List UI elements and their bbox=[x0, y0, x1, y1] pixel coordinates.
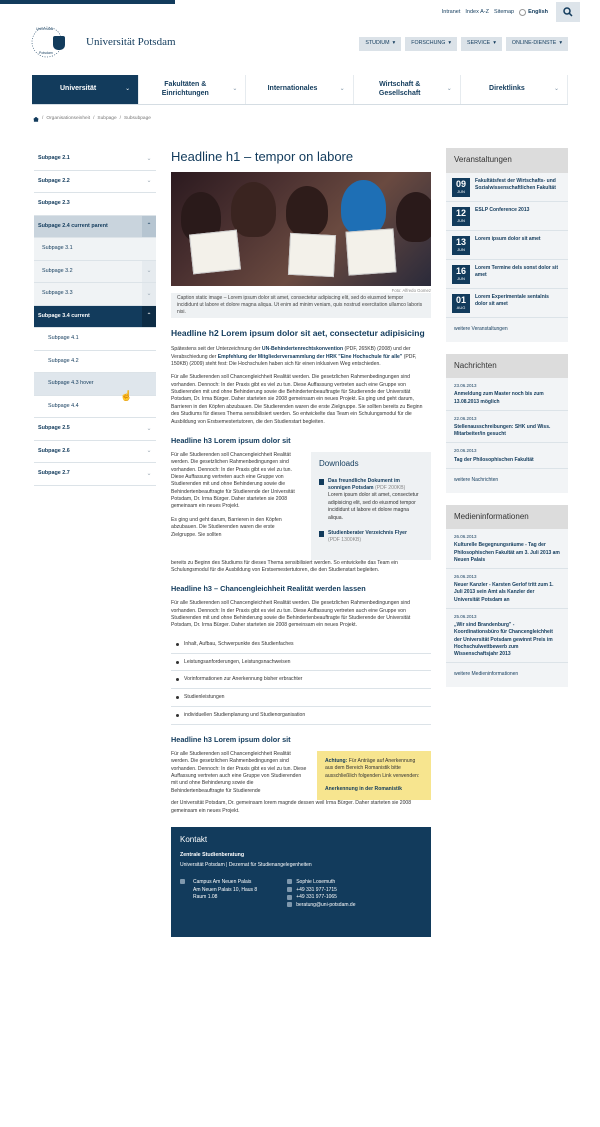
secnav-label: FORSCHUNG bbox=[411, 40, 446, 47]
secnav-label: SERVICE bbox=[467, 40, 491, 47]
contact-dept: Universität Potsdam | Dezernat für Studienangelegenheiten bbox=[180, 862, 312, 869]
news-item[interactable] bbox=[446, 411, 568, 444]
secnav-studium[interactable] bbox=[359, 37, 401, 51]
event-day: 13 bbox=[455, 236, 466, 247]
media-date: 25.06.2013 bbox=[454, 613, 477, 619]
event-date bbox=[452, 178, 470, 197]
university-logo[interactable] bbox=[30, 20, 210, 64]
more-events-link[interactable]: weitere Veranstaltungen bbox=[454, 325, 508, 332]
sidebar-item-label: Subpage 2.5 bbox=[38, 425, 70, 432]
mainnav-internationales[interactable] bbox=[246, 75, 353, 104]
media-item[interactable] bbox=[446, 529, 568, 569]
download-link[interactable]: Das freundliche Dokument im sonnigen Potsdam bbox=[328, 477, 400, 491]
secnav-forschung[interactable] bbox=[405, 37, 457, 51]
media-item[interactable] bbox=[446, 569, 568, 609]
chevron-down-icon[interactable]: ⌄ bbox=[146, 178, 152, 185]
mainnav-fakultaeten[interactable] bbox=[139, 75, 246, 104]
event-item[interactable] bbox=[446, 202, 568, 231]
mainnav-universitaet[interactable] bbox=[32, 75, 139, 104]
sidebar-item-label: Subpage 3.1 bbox=[42, 245, 73, 252]
chevron-down-icon[interactable]: ⌄ bbox=[146, 425, 152, 432]
chevron-up-icon[interactable]: ⌃ bbox=[142, 306, 156, 328]
chevron-down-icon: ⌄ bbox=[232, 86, 238, 93]
top-accent-bar bbox=[0, 0, 175, 4]
media-box bbox=[446, 505, 568, 687]
chevron-placeholder bbox=[142, 328, 156, 350]
phone-icon bbox=[287, 887, 292, 892]
main-nav bbox=[32, 75, 568, 105]
chevron-up-icon[interactable]: ⌃ bbox=[142, 216, 156, 238]
download-item[interactable] bbox=[319, 530, 423, 545]
chevron-down-icon: ▾ bbox=[392, 40, 396, 47]
mainnav-label: Internationales bbox=[267, 85, 318, 93]
university-seal bbox=[30, 25, 64, 59]
text: Spätestens seit der Unterzeichnung der bbox=[171, 346, 262, 353]
sidebar-item-label: Subpage 2.1 bbox=[38, 155, 70, 162]
news-date: 22.06.2013 bbox=[454, 415, 477, 421]
util-link-sitemap[interactable]: Sitemap bbox=[493, 9, 515, 15]
event-title: Lorem ipsum dolor sit amet bbox=[475, 235, 541, 242]
util-link-index[interactable]: Index A-Z bbox=[465, 9, 489, 15]
util-link-intranet[interactable]: Intranet bbox=[441, 9, 461, 15]
paragraph: Es ging und geht darum, Barrieren in den Köpfen abzubauen. Die Studierenden waren die erste Zielgruppe. Sie sollten bbox=[171, 516, 282, 538]
event-item[interactable] bbox=[446, 231, 568, 260]
file-meta: (PDF 200KB) bbox=[375, 485, 406, 491]
breadcrumb-separator: / bbox=[93, 116, 95, 121]
media-title: Medieninformationen bbox=[446, 505, 568, 530]
media-date: 26.06.2013 bbox=[454, 574, 477, 580]
language-label: English bbox=[528, 9, 548, 15]
chevron-down-icon[interactable]: ⌄ bbox=[142, 283, 156, 305]
utility-nav bbox=[442, 9, 548, 16]
contact-address bbox=[180, 879, 257, 910]
events-box bbox=[446, 148, 568, 342]
sidebar-item[interactable] bbox=[34, 148, 156, 171]
fax-icon bbox=[287, 895, 292, 900]
mainnav-label: Universität bbox=[60, 85, 97, 93]
sidebar-subsubitem[interactable] bbox=[34, 328, 156, 351]
paragraph: Für alle Studierenden soll Chancengleichheit Realität werden. Die gesetzlichen Rahmenbedingungen sind vorhanden. Dennoch: In der Praxis gibt es viel zu tun. Diese Auffassung vertreten auch eine Gruppe von Studierenden mit und ohne Behinderung sowie die Behindertenbeauftragte für Studierende der Universität Potsdam, Dr. Irma Bürger. Daher starteten sie 2008 gemeinsam ein neues Projekt. Es ging und geht darum, Barrieren in den Köpfen abzubauen. Die Studierenden waren die erste Zielgruppe. Sie sollten bereits zu Beginn des Studiums für dieses Thema sensibilisiert werden. So entwickelte das Team ein Schulungsmodul für die Ausbildung von Erstsemestertutoren, die den Studienstart begleiten. bbox=[171, 374, 423, 425]
chevron-down-icon: ⌄ bbox=[446, 86, 452, 93]
secnav-service[interactable] bbox=[461, 37, 502, 51]
search-button[interactable] bbox=[556, 2, 580, 22]
paragraph: Für alle Studierenden soll Chancengleichheit Realität werden. Die gesetzlichen Rahmenbedingungen sind vorhanden. Dennoch: In der Praxis gibt es viel zu tun. Diese Auffassung vertreten auch eine Gruppe von Studierenden mit und ohne Behinderung sowie die Behindertenbeauftragte für Studierende der Universität Potsdam, Dr. Irma Bürger. Daher starteten sie 2008 gemeinsam ein neues Projekt. bbox=[171, 600, 411, 629]
address-line: Raum 1.08 bbox=[193, 894, 218, 901]
event-title: Fakultätsfest der Wirtschafts- und Sozialwissenschaftlichen Fakultät bbox=[475, 177, 556, 192]
seal-text-top: Universitas bbox=[36, 27, 54, 31]
sidebar-item[interactable] bbox=[34, 441, 156, 464]
event-date bbox=[452, 236, 470, 255]
breadcrumb-separator: / bbox=[119, 116, 121, 121]
downloads-title: Downloads bbox=[319, 458, 359, 468]
chevron-placeholder bbox=[142, 373, 156, 395]
media-headline: Kulturelle Begegnungsräume - Tag der Philosophischen Fakultät am 3. Juli 2013 am Neuen Palais bbox=[454, 542, 560, 563]
sidebar-item-label: Subpage 2.3 bbox=[38, 200, 70, 207]
chevron-down-icon: ⌄ bbox=[339, 86, 345, 93]
photo-certificate bbox=[288, 232, 336, 276]
chevron-down-icon: ▾ bbox=[493, 40, 496, 47]
mainnav-wirtschaft[interactable] bbox=[354, 75, 461, 104]
photo-figure bbox=[231, 182, 276, 237]
paragraph: bereits zu Beginn des Studiums für dieses Thema sensibilisiert werden. So entwickelte das Team ein Schulungsmodul für die Ausbildung von Erstsemestertutoren, die den Studienstart begleiten. bbox=[171, 559, 398, 573]
notice-box bbox=[317, 751, 431, 801]
person-icon bbox=[287, 879, 292, 884]
notice-label: Achtung: bbox=[325, 757, 348, 764]
event-day: 12 bbox=[455, 207, 466, 218]
event-day: 09 bbox=[455, 178, 466, 189]
breadcrumb-separator: / bbox=[42, 116, 44, 121]
media-date: 26.06.2013 bbox=[454, 534, 477, 540]
event-date bbox=[452, 265, 470, 284]
file-description: Lorem ipsum dolor sit amet, consectetur adipisicing elit, sed do eiusmod tempor incididunt ut labore et dolore magna aliqua. bbox=[328, 492, 419, 521]
text: (PDF, 265KB) (2008) und der Verabschiedung der bbox=[171, 346, 411, 360]
event-date bbox=[452, 294, 470, 313]
chevron-placeholder bbox=[142, 238, 156, 260]
events-title: Veranstaltungen bbox=[446, 148, 568, 173]
news-headline: Tag der Philosophischen Fakultät bbox=[454, 456, 534, 463]
news-headline: Stellenausschreibungen: SHK und Wiss. Mitarbeiter/in gesucht bbox=[454, 423, 551, 438]
event-item[interactable] bbox=[446, 173, 568, 202]
chevron-placeholder bbox=[142, 396, 156, 418]
sidebar-item-label: Subpage 4.3 hover bbox=[48, 380, 94, 387]
mainnav-direktlinks[interactable] bbox=[461, 75, 568, 104]
sidebar-item-label: Subpage 2.2 bbox=[38, 177, 70, 184]
sidebar-nav bbox=[34, 148, 156, 486]
photo-figure bbox=[396, 192, 431, 242]
breadcrumb-item[interactable]: Subpage bbox=[97, 116, 117, 121]
chevron-down-icon[interactable]: ⌄ bbox=[142, 261, 156, 283]
sidebar-item-label: Subpage 2.4 current parent bbox=[38, 222, 108, 229]
photo-figure bbox=[286, 186, 328, 236]
contact-org: Zentrale Studienberatung bbox=[180, 851, 245, 858]
news-box bbox=[446, 354, 568, 493]
more-media-link[interactable]: weitere Medieninformationen bbox=[454, 671, 519, 678]
photo-caption: Caption static image – Lorem ipsum dolor sit amet, consectetur adipiscing elit, sed do eiusmod tempor incididunt ut labore et dolore magna aliqua. Ut enim ad minim veniam, quis nostrud exercitation ullamco laboris nisi. bbox=[171, 293, 431, 318]
event-item[interactable] bbox=[446, 260, 568, 289]
right-column bbox=[446, 148, 568, 699]
sidebar-item-label: Subpage 4.2 bbox=[48, 357, 79, 364]
event-day: 01 bbox=[455, 294, 466, 305]
contact-title: Kontakt bbox=[180, 835, 208, 845]
sidebar-item[interactable] bbox=[34, 171, 156, 194]
mainnav-label: Fakultäten & Einrichtungen bbox=[161, 81, 209, 97]
news-title: Nachrichten bbox=[446, 354, 568, 379]
photo-certificate bbox=[189, 229, 241, 274]
chevron-down-icon: ⌄ bbox=[553, 86, 560, 93]
sidebar-item[interactable] bbox=[34, 418, 156, 441]
event-title: ESLP Conference 2013 bbox=[475, 206, 530, 213]
sidebar-subsubitem[interactable] bbox=[34, 351, 156, 374]
news-item[interactable] bbox=[446, 378, 568, 411]
un-convention-link[interactable]: UN-Behindertenrechtskonvention bbox=[261, 346, 344, 353]
news-headline: Anmeldung zum Master noch bis zum 13.08.2013 möglich bbox=[454, 391, 544, 405]
text: (PDF, 150KB) (2009) steht fest: Die Hochschulen haben sich für einen inklusiven Weg entschieden. bbox=[171, 353, 417, 367]
crest-icon bbox=[53, 36, 65, 50]
intro-paragraph bbox=[171, 346, 431, 368]
contact-phone[interactable]: +49 331 977-1715 bbox=[296, 886, 337, 893]
paragraph: Für alle Studierenden soll Chancengleichheit Realität werden. Die gesetzlichen Rahmenbedingungen sind vorhanden. Dennoch: In der Praxis gibt es viel zu tun. Diese Auffassung vertreten auch eine Gruppe von Studierenden mit und ohne Behinderung sowie die Behindertenbeauftragte für Studierende bbox=[171, 750, 307, 794]
sidebar-item[interactable] bbox=[34, 463, 156, 486]
language-switch[interactable] bbox=[519, 9, 548, 16]
list-item: Inhalt, Aufbau, Schwerpunkte des Studienfaches bbox=[171, 636, 431, 654]
event-title: Lorem Experimentale sentalnis dolor sit amet bbox=[475, 293, 549, 308]
mail-icon bbox=[287, 902, 292, 907]
sidebar-subsubitem[interactable] bbox=[34, 396, 156, 419]
event-month: JUN bbox=[457, 217, 465, 223]
romanistik-link[interactable]: Anerkennung in der Romanistik bbox=[325, 786, 402, 793]
sidebar-item-label: Subpage 2.7 bbox=[38, 470, 70, 477]
secnav-label: STUDIUM bbox=[365, 40, 390, 47]
secnav-label: ONLINE-DIENSTE bbox=[511, 40, 557, 47]
hand-cursor-icon: ☝ bbox=[120, 391, 133, 402]
students-photo bbox=[171, 172, 431, 286]
paragraph: der Universität Potsdam, Dr. gemeinsam lorem magnde dessen weil Irma Bürger. Daher starteten sie 2008 gemeinsam ein neues Projekt. bbox=[171, 800, 412, 814]
downloads-box bbox=[311, 452, 431, 560]
page-title: Headline h1 – tempor on labore bbox=[171, 149, 354, 164]
event-item[interactable] bbox=[446, 289, 568, 318]
sidebar-subitem[interactable] bbox=[34, 238, 156, 261]
event-month: JUN bbox=[457, 275, 465, 281]
news-date: 20.06.2013 bbox=[454, 448, 477, 454]
event-day: 16 bbox=[455, 265, 466, 276]
seal-text-bottom: Potsdam bbox=[39, 51, 53, 55]
globe-icon bbox=[519, 9, 526, 16]
sidebar-item[interactable] bbox=[34, 193, 156, 216]
mainnav-label: Wirtschaft & Gesellschaft bbox=[378, 81, 421, 97]
hrk-recommendation-link[interactable]: Empfehlung der Mitgliederversammlung der HRK "Eine Hochschule für alle" bbox=[217, 353, 403, 360]
sidebar-item-label: Subpage 3.2 bbox=[42, 267, 73, 274]
breadcrumb bbox=[33, 116, 151, 122]
file-meta: (PDF 1300KB) bbox=[328, 537, 362, 544]
contact-fax: +49 331 977-1065 bbox=[296, 894, 337, 901]
chevron-placeholder bbox=[142, 351, 156, 373]
sidebar-subitem-current[interactable] bbox=[34, 306, 156, 329]
news-date: 23.06.2013 bbox=[454, 383, 477, 389]
list-item: individuellen Studienplanung und Studienorganisation bbox=[171, 707, 431, 725]
file-icon bbox=[319, 531, 324, 537]
sidebar-item-label: Subpage 3.3 bbox=[42, 290, 73, 297]
headline-h2: Headline h2 Lorem ipsum dolor sit aet, consectetur adipisicing bbox=[171, 328, 425, 339]
chevron-down-icon[interactable]: ⌄ bbox=[146, 470, 152, 477]
event-month: AUG bbox=[456, 304, 466, 310]
location-icon bbox=[180, 879, 185, 884]
photo-credit: Foto: Alfredo Gomez bbox=[391, 287, 431, 293]
event-month: JUN bbox=[457, 246, 465, 252]
main-content bbox=[171, 148, 431, 937]
file-icon bbox=[319, 479, 324, 485]
sidebar-item-label: Subpage 4.4 bbox=[48, 402, 79, 409]
address-line: Campus Am Neuen Palais bbox=[193, 878, 252, 885]
chevron-placeholder bbox=[142, 193, 156, 215]
photo-figure bbox=[341, 180, 386, 235]
media-headline: Neuer Kanzler - Karsten Gerlof tritt zum 1. Juli 2013 sein Amt als Kanzler der Universität Potsdam an bbox=[454, 582, 554, 603]
chevron-down-icon: ⌄ bbox=[125, 86, 131, 93]
download-link[interactable]: Studienberater Verzeichnis Flyer bbox=[328, 529, 407, 536]
mainnav-label: Direktlinks bbox=[489, 85, 525, 93]
headline-h3: Headline h3 – Chancengleichheit Realität werden lassen bbox=[171, 584, 366, 594]
search-icon bbox=[563, 7, 573, 17]
address-line: Am Neuen Palais 10, Haus 8 bbox=[193, 886, 258, 893]
sidebar-subitem[interactable] bbox=[34, 261, 156, 284]
sidebar-subsubitem-hover[interactable] bbox=[34, 373, 156, 396]
contact-box bbox=[171, 827, 431, 937]
breadcrumb-item[interactable]: Organisationseinheit bbox=[46, 116, 91, 121]
sidebar-item-current-parent[interactable] bbox=[34, 216, 156, 239]
download-item[interactable] bbox=[319, 478, 423, 522]
photo-certificate bbox=[346, 228, 397, 275]
news-item[interactable] bbox=[446, 443, 568, 468]
chevron-down-icon: ▾ bbox=[448, 40, 452, 47]
secondary-nav bbox=[359, 37, 568, 51]
event-date bbox=[452, 207, 470, 226]
list-item: Leistungsanforderungen, Leistungsnachweisen bbox=[171, 654, 431, 672]
event-title: Lorem Termine dels sonst dolor sit amet bbox=[475, 264, 558, 279]
headline-h3: Headline h3 Lorem ipsum dolor sit bbox=[171, 435, 291, 445]
bullet-list bbox=[171, 636, 431, 725]
paragraph: Für alle Studierenden soll Chancengleichheit Realität werden. Die gesetzlichen Rahmenbedingungen sind vorhanden. Dennoch: In der Praxis gibt es viel zu tun. Diese Auffassung vertreten auch eine Gruppe von Studierenden mit und ohne Behinderung sowie die Behindertenbeauftragte für Studierende der Universität Potsdam, Dr. Irma Bürger. Daher starteten sie 2008 gemeinsam ein neues Projekt. bbox=[171, 451, 295, 510]
home-icon[interactable] bbox=[33, 117, 39, 122]
chevron-down-icon[interactable]: ⌄ bbox=[146, 155, 152, 162]
breadcrumb-item: Subsubpage bbox=[123, 116, 151, 121]
sidebar-item-label: Subpage 3.4 current bbox=[38, 312, 90, 319]
secnav-online-dienste[interactable] bbox=[506, 37, 568, 51]
more-news-link[interactable]: weitere Nachrichten bbox=[454, 476, 499, 483]
contact-email[interactable]: beratung@uni-potsdam.de bbox=[296, 902, 356, 909]
notice-text: Für Anträge auf Anerkennung aus dem Bereich Romanistik bitte ausschließlich folgenden Link verwenden: bbox=[325, 757, 420, 779]
chevron-down-icon[interactable]: ⌄ bbox=[146, 448, 152, 455]
chevron-down-icon: ▾ bbox=[559, 40, 562, 47]
contact-person: Sophie Losemuth bbox=[296, 878, 336, 885]
media-headline: „Wir sind Brandenburg" - Koordinationsbüro für Chancengleichheit der Universität Potsdam gewinnt Preis im Hochschulwettbewerb zum Wissenschaftsjahr 2013 bbox=[454, 622, 553, 658]
list-item: Vorinformationen zur Anerkennung bisher erbrachter bbox=[171, 671, 431, 689]
contact-details bbox=[287, 879, 355, 910]
sidebar-subitem[interactable] bbox=[34, 283, 156, 306]
university-name: Universität Potsdam bbox=[86, 35, 176, 48]
list-item: Studienleistungen bbox=[171, 689, 431, 707]
event-month: JUN bbox=[457, 188, 465, 194]
headline-h3: Headline h3 Lorem ipsum dolor sit bbox=[171, 735, 291, 745]
media-item[interactable] bbox=[446, 609, 568, 663]
sidebar-item-label: Subpage 2.6 bbox=[38, 447, 70, 454]
sidebar-item-label: Subpage 4.1 bbox=[48, 335, 79, 342]
